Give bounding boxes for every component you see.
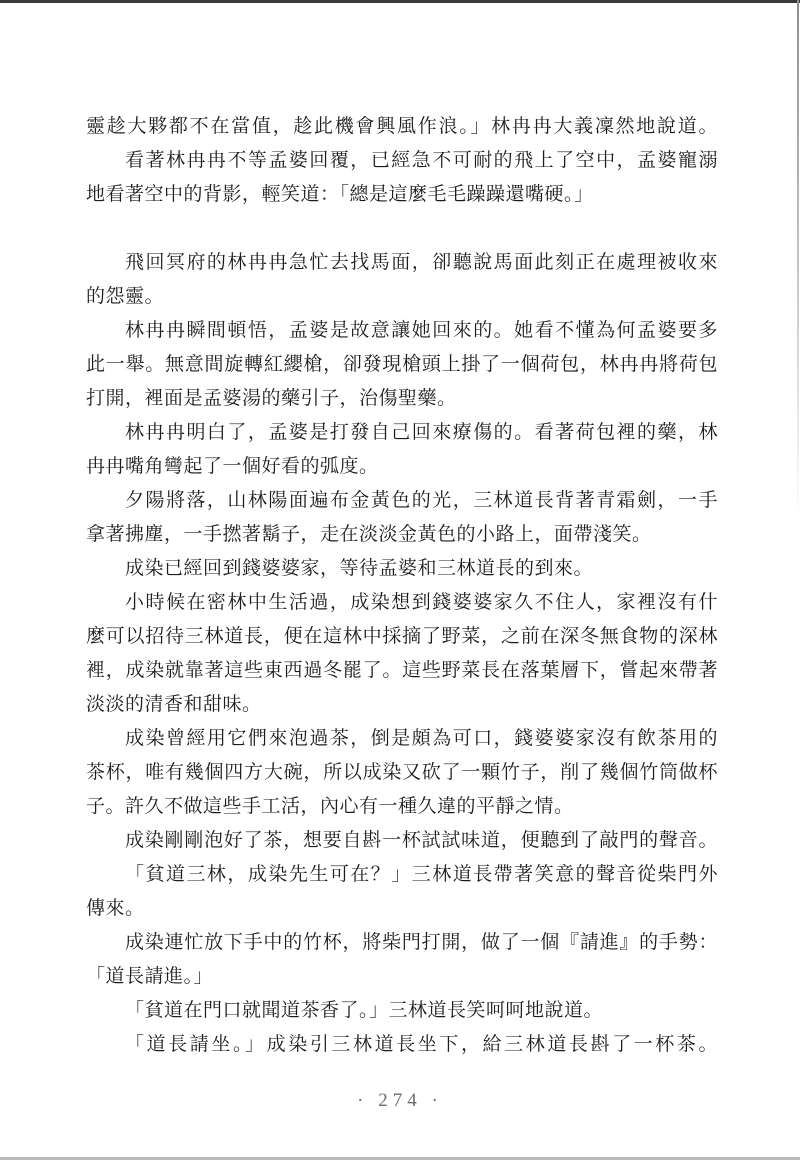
text-line: 「貧道三林，成染先生可在？」三林道長帶著笑意的聲音從柴門外 bbox=[125, 864, 718, 885]
text-line: 此一舉。無意間旋轉紅纓槍，卻發現槍頭上掛了一個荷包，林冉冉將荷包 bbox=[86, 354, 718, 375]
text-line: 「貧道在門口就聞道茶香了。」三林道長笑呵呵地說道。 bbox=[125, 1000, 604, 1021]
text-line: 的怨靈。 bbox=[86, 286, 165, 307]
text-line: 茶杯，唯有幾個四方大碗，所以成染又砍了一顆竹子，削了幾個竹筒做杯 bbox=[86, 762, 718, 783]
text-line: 成染曾經用它們來泡過茶，倒是頗為可口，錢婆婆家沒有飲茶用的 bbox=[125, 728, 718, 749]
text-line: 小時候在密林中生活過，成染想到錢婆婆家久不住人，家裡沒有什 bbox=[125, 592, 718, 613]
text-line: 子。許久不做這些手工活，內心有一種久違的平靜之情。 bbox=[86, 796, 574, 817]
text-line: 裡，成染就靠著這些東西過冬罷了。這些野菜長在落葉層下，嘗起來帶著 bbox=[86, 660, 718, 681]
text-line: 「道長請坐。」成染引三林道長坐下，給三林道長斟了一杯茶。 bbox=[125, 1034, 718, 1055]
text-line: 打開，裡面是孟婆湯的藥引子，治傷聖藥。 bbox=[86, 388, 457, 409]
text-line: 林冉冉瞬間頓悟，孟婆是故意讓她回來的。她看不懂為何孟婆要多 bbox=[125, 320, 718, 341]
text-line: 地看著空中的背影，輕笑道：「總是這麼毛毛躁躁還嘴硬。」 bbox=[86, 184, 594, 205]
text-line: 成染剛剛泡好了茶，想要自斟一杯試試味道，便聽到了敲門的聲音。 bbox=[125, 830, 718, 851]
page-text-block bbox=[86, 110, 718, 1062]
text-line: 傳來。 bbox=[86, 898, 145, 919]
text-line: 看著林冉冉不等孟婆回覆，已經急不可耐的飛上了空中，孟婆寵溺 bbox=[125, 150, 718, 171]
text-line: 冉冉嘴角彎起了一個好看的弧度。 bbox=[86, 456, 379, 477]
text-line: 淡淡的清香和甜味。 bbox=[86, 694, 262, 715]
text-line: 「道長請進。」 bbox=[86, 966, 214, 987]
page-number: · 274 · bbox=[357, 1090, 443, 1111]
text-line: 飛回冥府的林冉冉急忙去找馬面，卻聽說馬面此刻正在處理被收來 bbox=[125, 252, 718, 273]
text-line: 成染連忙放下手中的竹杯，將柴門打開，做了一個『請進』的手勢： bbox=[125, 932, 718, 953]
page-top-edge bbox=[0, 0, 800, 3]
text-line: 拿著拂塵，一手撚著鬍子，走在淡淡金黃色的小路上，面帶淺笑。 bbox=[86, 524, 652, 545]
text-line: 靈趁大夥都不在當值，趁此機會興風作浪。」林冉冉大義凜然地說道。 bbox=[86, 116, 718, 137]
text-line: 麼可以招待三林道長，便在這林中採摘了野菜，之前在深冬無食物的深林 bbox=[86, 626, 718, 647]
page-footer bbox=[0, 1090, 800, 1112]
text-line: 林冉冉明白了，孟婆是打發自己回來療傷的。看著荷包裡的藥，林 bbox=[125, 422, 718, 443]
text-line: 夕陽將落，山林陽面遍布金黃色的光，三林道長背著青霜劍，一手 bbox=[125, 490, 718, 511]
text-line: 成染已經回到錢婆婆家，等待孟婆和三林道長的到來。 bbox=[125, 558, 594, 579]
page-right-edge bbox=[797, 0, 799, 520]
